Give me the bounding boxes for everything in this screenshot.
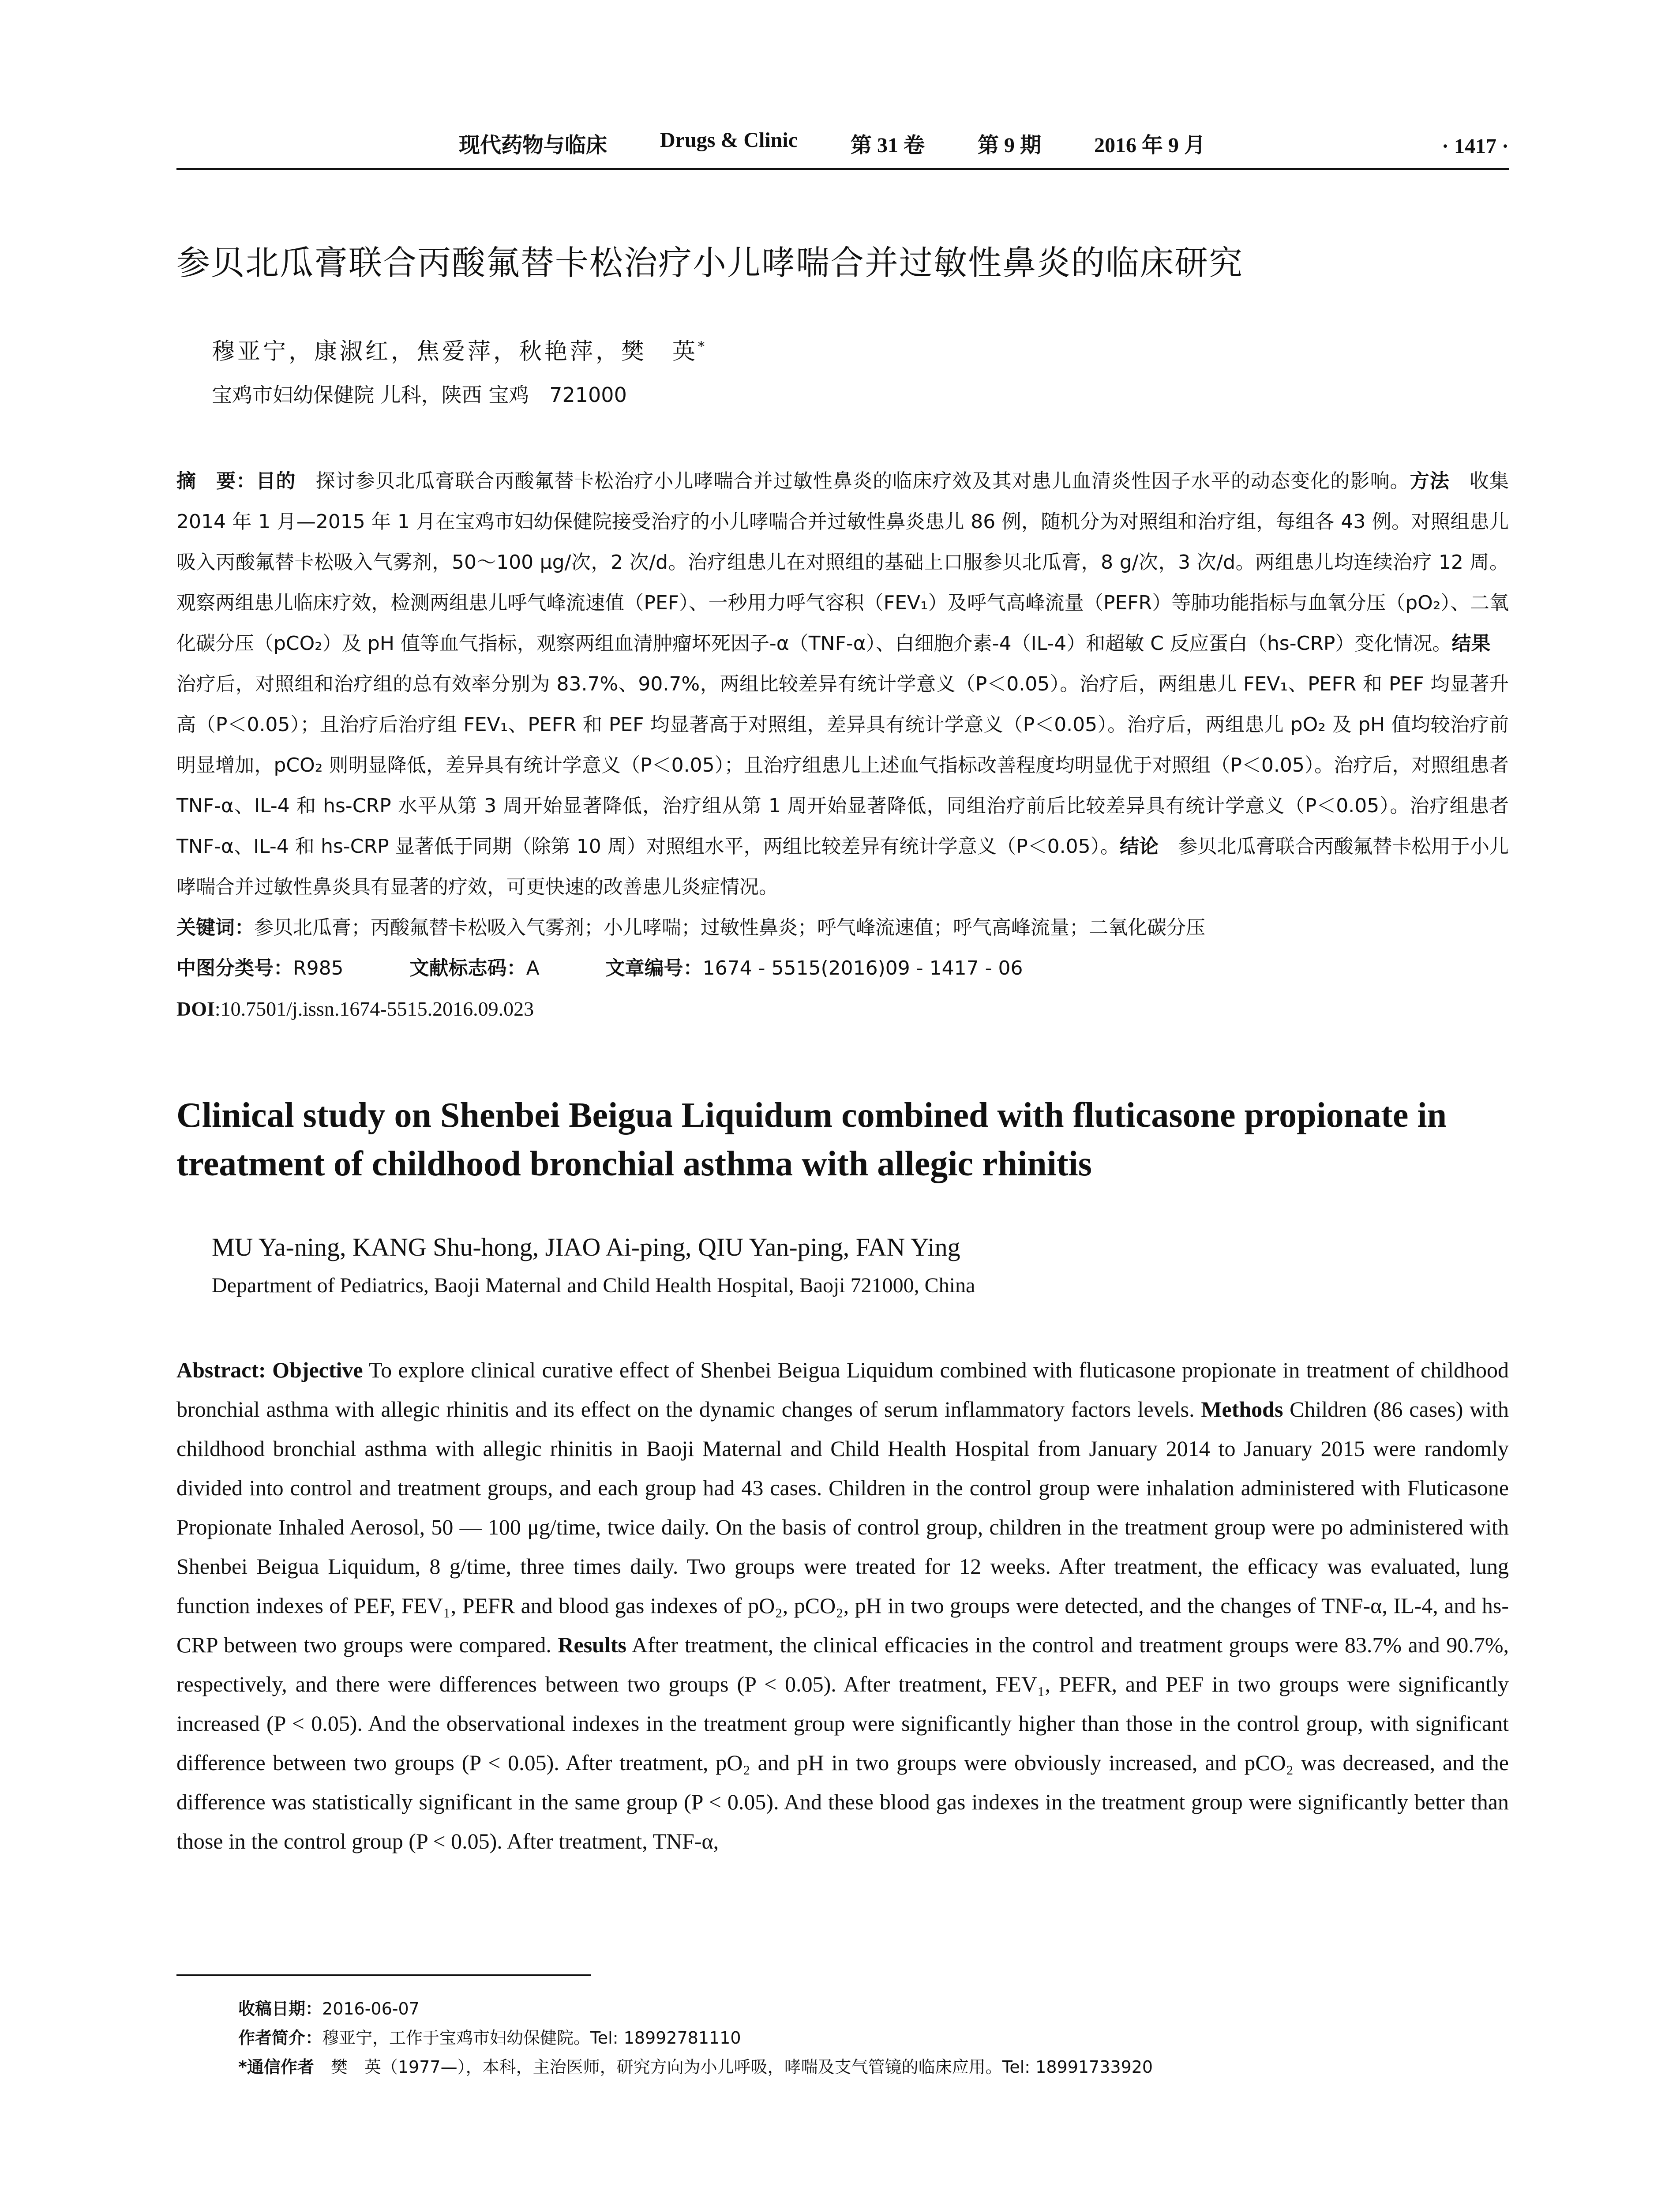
authors-cn (212, 333, 1509, 366)
doi-value: :10.7501/j.issn.1674-5515.2016.09.023 (214, 998, 534, 1020)
footnote-corresponding (238, 2052, 1509, 2082)
received-label: 收稿日期： (238, 1999, 322, 2018)
journal-volume: 第 31 卷 (851, 134, 925, 157)
page-number: · 1417 · (1441, 135, 1509, 158)
author-bio-label: 作者简介： (238, 2028, 322, 2048)
classification-row (176, 948, 1509, 989)
corresponding-label: *通信作者 (238, 2057, 314, 2077)
results-label-cn: 结果 (1451, 632, 1491, 655)
results-label-en: Results (558, 1632, 626, 1657)
abstract-label-en: Abstract: Objective (176, 1358, 363, 1382)
article-page (176, 128, 1509, 1861)
footnote-divider (176, 1974, 591, 1976)
affiliation-cn: 宝鸡市妇幼保健院 儿科，陕西 宝鸡 721000 (212, 383, 627, 407)
results-text-cn: 治疗后，对照组和治疗组的总有效率分别为 83.7%、90.7%，两组比较差异有统计学意义（P＜0.05）。治疗后，两组患儿 FEV₁、PEFR 和 PEF 均显著升高（P＜0.05）；且治疗后治疗组 FEV₁、PEFR 和 PEF 均显著高于对照组，差异具有统计学意义（P＜0.05）。治疗后，两组患儿 pO₂ 及 pH 值均较治疗前明显增加，pCO₂ 则明显降低，差异具有统计学意义（P＜0.05）；且治疗组患儿上述血气指标改善程度均明显优于对照组（P＜0.05）。治疗后，对照组患者 TNF-α、IL-4 和 hs-CRP 水平从第 3 周开始显著降低，治疗组从第 1 周开始显著降低，同组治疗前后比较差异具有统计学意义（P＜0.05）。治疗组患者 TNF-α、IL-4 和 hs-CRP 显著低于同期（除第 10 周）对照组水平，两组比较差异有统计学意义（P＜0.05）。 (176, 632, 1510, 858)
methods-text-en: Children (86 cases) with childhood bronchial asthma with allegic rhinitis in Baoji Maternal and Child Health Hospital from January 2014 to January 2015 were randomly divided into control and treatment groups, and each group had 43 cases. Children in the control group were inhalation administered with Fluticasone Propionate Inhaled Aerosol, 50 — 100 μg/time, twice daily. On the basis of control group, children in the treatment group were po administered with Shenbei Beigua Liquidum, 8 g/time, three times daily. Two groups were treated for 12 weeks. After treatment, the efficacy was evaluated, lung function indexes of PEF, FEV₁, PEFR and blood gas indexes of pO₂, pCO₂, pH in two groups were detected, and the changes of TNF-α, IL-4, and hs-CRP between two groups were compared. (176, 1397, 1509, 1657)
keywords-label-cn: 关键词： (176, 916, 254, 939)
doc-code-field (410, 948, 540, 989)
methods-label-en: Methods (1201, 1397, 1283, 1422)
objective-text-en: To explore clinical curative effect of Shenbei Beigua Liquidum combined with fluticasone propionate in treatment of childhood bronchial asthma with allegic rhinitis and its effect on the dynamic changes of serum inflammatory factors levels. (176, 1358, 1509, 1422)
author-list-cn: 穆亚宁，康淑红，焦爱萍，秋艳萍，樊 英 (212, 338, 698, 365)
author-bio-value: 穆亚宁，工作于宝鸡市妇幼保健院。Tel: 18992781110 (322, 2028, 741, 2048)
journal-name-en: Drugs & Clinic (660, 128, 798, 152)
results-text-en: After treatment, the clinical efficacies in the control and treatment groups were 83.7% and 90.7%, respectively, and there were differences between two groups (P < 0.05). After treatment, FEV₁, PEFR, and PEF in two groups were significantly increased (P < 0.05). And the observational indexes in the treatment group were significantly higher than those in the control group, with significant difference between two groups (P < 0.05). After treatment, pO₂ and pH in two groups were obviously increased, and pCO₂ was decreased, and the difference was statistically significant in the same group (P < 0.05). And these blood gas indexes in the treatment group were significantly better than those in the control group (P < 0.05). After treatment, TNF-α, (176, 1632, 1509, 1853)
corresponding-value: 樊 英（1977—），本科，主治医师，研究方向为小儿呼吸，哮喘及支气管镜的临床应用。Tel: 18991733920 (314, 2057, 1153, 2077)
keywords-cn (176, 908, 1509, 948)
journal-issue: 第 9 期 (978, 134, 1042, 157)
article-no-value: 1674 - 5515(2016)09 - 1417 - 06 (702, 957, 1023, 979)
footnote-author (238, 2023, 1509, 2052)
running-header (176, 128, 1509, 170)
affiliation-en: Department of Pediatrics, Baoji Maternal and Child Health Hospital, Baoji 721000, China (212, 1274, 975, 1297)
conclusion-label-cn: 结论 (1119, 835, 1159, 858)
footnotes (238, 1994, 1509, 2082)
methods-label-cn: 方法 (1410, 470, 1450, 492)
abstract-en (176, 1351, 1509, 1861)
abstract-label-cn: 摘 要： (176, 470, 256, 492)
article-no-field (606, 948, 1023, 989)
objective-label-cn: 目的 (256, 470, 296, 492)
abstract-cn (176, 461, 1509, 908)
received-value: 2016-06-07 (322, 1999, 420, 2018)
doi-label: DOI (176, 998, 215, 1020)
doi-line (176, 989, 1509, 1029)
clc-field (176, 948, 344, 989)
objective-text-cn: 探讨参贝北瓜膏联合丙酸氟替卡松治疗小儿哮喘合并过敏性鼻炎的临床疗效及其对患儿血清炎性因子水平的动态变化的影响。 (296, 470, 1410, 492)
clc-value: R985 (293, 957, 344, 979)
keywords-text-cn: 参贝北瓜膏；丙酸氟替卡松吸入气雾剂；小儿哮喘；过敏性鼻炎；呼气峰流速值；呼气高峰流量；二氧化碳分压 (254, 916, 1205, 939)
corresponding-mark: * (698, 339, 708, 355)
doc-code-label: 文献标志码： (409, 957, 526, 979)
header-left (176, 128, 1205, 158)
conclusion-text-cn: 参贝北瓜膏联合丙酸氟替卡松用于小儿哮喘合并过敏性鼻炎具有显著的疗效，可更快速的改善患儿炎症情况。 (176, 835, 1509, 898)
clc-label: 中图分类号： (176, 957, 293, 979)
journal-name-cn: 现代药物与临床 (459, 134, 608, 157)
doc-code-value: A (526, 957, 540, 979)
footnote-received (238, 1994, 1509, 2023)
methods-text-cn: 收集 2014 年 1 月—2015 年 1 月在宝鸡市妇幼保健院接受治疗的小儿哮喘合并过敏性鼻炎患儿 86 例，随机分为对照组和治疗组，每组各 43 例。对照组患儿吸入丙酸氟替卡松吸入气雾剂，50～100 μg/次，2 次/d。治疗组患儿在对照组的基础上口服参贝北瓜膏，8 g/次，3 次/d。两组患儿均连续治疗 12 周。观察两组患儿临床疗效，检测两组患儿呼气峰流速值（PEF）、一秒用力呼气容积（FEV₁）及呼气高峰流量（PEFR）等肺功能指标与血氧分压（pO₂）、二氧化碳分压（pCO₂）及 pH 值等血气指标，观察两组血清肿瘤坏死因子-α（TNF-α）、白细胞介素-4（IL-4）和超敏 C 反应蛋白（hs-CRP）变化情况。 (176, 470, 1509, 655)
article-title-en: Clinical study on Shenbei Beigua Liquidum combined with fluticasone propionate in treatment of childhood bronchial asthma with allegic rhinitis (176, 1096, 1447, 1183)
journal-date: 2016 年 9 月 (1094, 134, 1206, 157)
article-title-cn: 参贝北瓜膏联合丙酸氟替卡松治疗小儿哮喘合并过敏性鼻炎的临床研究 (176, 243, 1243, 282)
authors-en: MU Ya-ning, KANG Shu-hong, JIAO Ai-ping, QIU Yan-ping, FAN Ying (212, 1233, 960, 1261)
article-no-label: 文章编号： (605, 957, 703, 979)
